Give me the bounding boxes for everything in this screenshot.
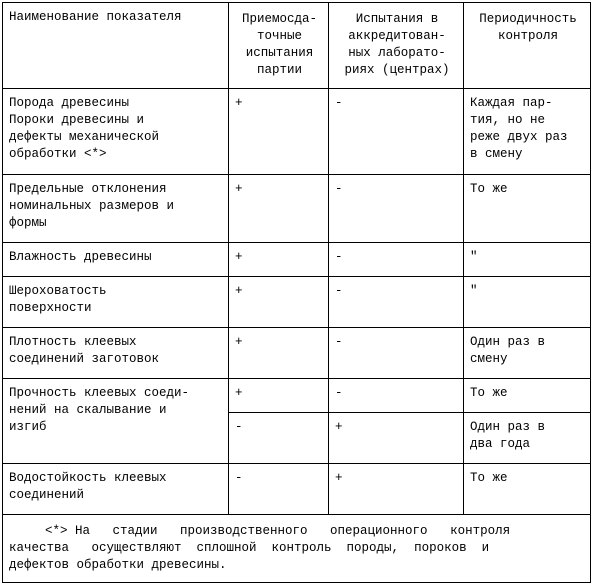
row-periodicity: " <box>464 243 591 277</box>
row-periodicity: Каждая пар- тия, но не реже двух раз в смену <box>464 89 591 175</box>
row-indicator: Шероховатость поверхности <box>3 277 229 328</box>
row-lab: - <box>329 89 464 175</box>
footnote-line: качества осуществляют сплошной контроль породы, пороков и <box>9 541 490 555</box>
footnote-line: дефектов обработки древесины. <box>9 558 227 572</box>
header-indicator: Наименование показателя <box>3 3 229 89</box>
row-indicator: Порода древесины Пороки древесины и дефекты механической обработки <*> <box>3 89 229 175</box>
row-periodicity: Один раз в два года <box>464 413 591 464</box>
footnote-line <box>9 523 584 540</box>
row-periodicity: То же <box>464 464 591 515</box>
row-lab: + <box>329 413 464 464</box>
row-acceptance: + <box>229 328 329 379</box>
row-lab: + <box>329 464 464 515</box>
row-indicator: Прочность клеевых соеди- нений на скалывание и изгиб <box>3 379 229 464</box>
table-row <box>3 175 591 243</box>
row-lab: - <box>329 175 464 243</box>
row-indicator: Плотность клеевых соединений заготовок <box>3 328 229 379</box>
row-lab: - <box>329 243 464 277</box>
row-lab: - <box>329 328 464 379</box>
footnote-row <box>3 515 591 583</box>
row-lab: - <box>329 379 464 413</box>
header-row <box>3 3 591 89</box>
header-acceptance: Приемосда- точные испытания партии <box>229 3 329 89</box>
table-row <box>3 243 591 277</box>
row-acceptance: - <box>229 464 329 515</box>
row-periodicity: " <box>464 277 591 328</box>
header-lab: Испытания в аккредитован- ных лаборато- риях (центрах) <box>329 3 464 89</box>
row-indicator: Предельные отклонения номинальных размеров и формы <box>3 175 229 243</box>
table-row <box>3 277 591 328</box>
header-periodicity: Периодичность контроля <box>464 3 591 89</box>
row-acceptance: + <box>229 175 329 243</box>
row-acceptance: + <box>229 89 329 175</box>
row-periodicity: Один раз в смену <box>464 328 591 379</box>
row-acceptance: + <box>229 243 329 277</box>
row-periodicity: То же <box>464 175 591 243</box>
quality-control-table <box>2 2 591 583</box>
row-lab: - <box>329 277 464 328</box>
row-acceptance: + <box>229 379 329 413</box>
row-indicator: Водостойкость клеевых соединений <box>3 464 229 515</box>
footnote-text: <*> На стадии производственного операционного контроля <box>45 524 511 538</box>
row-acceptance: - <box>229 413 329 464</box>
row-periodicity: То же <box>464 379 591 413</box>
table-row <box>3 379 591 413</box>
table-row <box>3 89 591 175</box>
footnote <box>3 515 591 583</box>
row-acceptance: + <box>229 277 329 328</box>
table-row <box>3 464 591 515</box>
row-indicator: Влажность древесины <box>3 243 229 277</box>
table-row <box>3 328 591 379</box>
